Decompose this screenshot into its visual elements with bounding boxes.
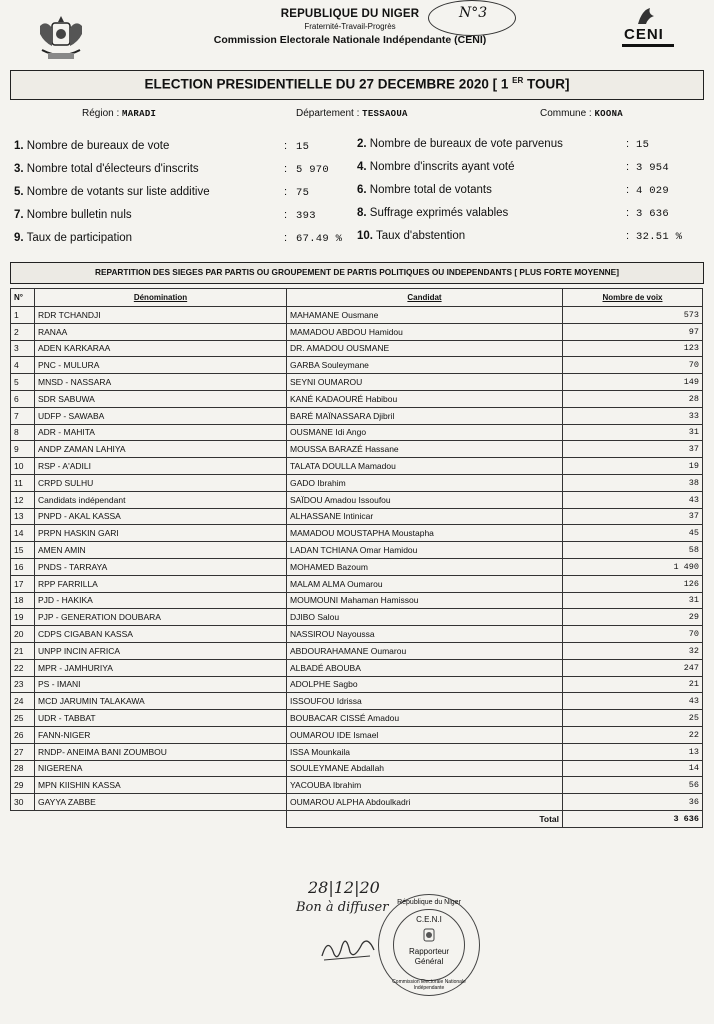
- candidate-name: NASSIROU Nayoussa: [287, 626, 563, 643]
- party-name: CDPS CIGABAN KASSA: [35, 626, 287, 643]
- handwritten-note: Bon à diffuser: [296, 900, 389, 915]
- stat-value: 67.49 %: [296, 233, 343, 245]
- ceni-logo-bar: [622, 44, 674, 47]
- party-name: MNSD - NASSARA: [35, 374, 287, 391]
- table-row: [11, 693, 703, 710]
- stat-label: 5. Nombre de votants sur liste additive: [14, 186, 210, 198]
- party-name: AMEN AMIN: [35, 542, 287, 559]
- candidate-name: DR. AMADOU OUSMANE: [287, 340, 563, 357]
- stamp-role-1: Rapporteur: [408, 947, 450, 956]
- republic-name: REPUBLIQUE DU NIGER: [280, 8, 420, 20]
- stamp-ring-text: République du Niger: [397, 899, 461, 906]
- candidate-name: OUSMANE Idi Ango: [287, 424, 563, 441]
- party-name: ADEN KARKARAA: [35, 340, 287, 357]
- candidate-name: MAHAMANE Ousmane: [287, 307, 563, 324]
- vote-count: 37: [563, 508, 703, 525]
- candidate-name: SAÏDOU Amadou Issoufou: [287, 491, 563, 508]
- table-row: [11, 525, 703, 542]
- row-number: 5: [11, 374, 35, 391]
- election-title-box: [10, 70, 704, 100]
- row-number: 2: [11, 323, 35, 340]
- table-row: [11, 642, 703, 659]
- vote-count: 247: [563, 659, 703, 676]
- table-row: [11, 307, 703, 324]
- vote-count: 31: [563, 592, 703, 609]
- table-row: [11, 340, 703, 357]
- candidate-name: MALAM ALMA Oumarou: [287, 575, 563, 592]
- candidate-name: MOUSSA BARAZÉ Hassane: [287, 441, 563, 458]
- row-number: 20: [11, 626, 35, 643]
- table-row: [11, 743, 703, 760]
- total-empty: [35, 810, 287, 827]
- table-row: [11, 609, 703, 626]
- row-number: 25: [11, 710, 35, 727]
- table-row: [11, 592, 703, 609]
- row-number: 3: [11, 340, 35, 357]
- candidate-name: ALBADÉ ABOUBA: [287, 659, 563, 676]
- vote-count: 43: [563, 693, 703, 710]
- national-seal-icon: [34, 12, 88, 64]
- vote-count: 36: [563, 794, 703, 811]
- vote-count: 31: [563, 424, 703, 441]
- candidate-name: SOULEYMANE Abdallah: [287, 760, 563, 777]
- table-row: [11, 323, 703, 340]
- row-number: 12: [11, 491, 35, 508]
- table-row: [11, 777, 703, 794]
- stat-colon: :: [284, 232, 288, 244]
- row-number: 7: [11, 407, 35, 424]
- party-name: SDR SABUWA: [35, 390, 287, 407]
- vote-count: 37: [563, 441, 703, 458]
- candidate-name: MAMADOU MOUSTAPHA Moustapha: [287, 525, 563, 542]
- party-name: RANAA: [35, 323, 287, 340]
- row-number: 27: [11, 743, 35, 760]
- results-table: [10, 288, 703, 828]
- row-number: 28: [11, 760, 35, 777]
- candidate-name: BARÉ MAÏNASSARA Djibril: [287, 407, 563, 424]
- col-header-votes: Nombre de voix: [563, 289, 703, 307]
- vote-count: 28: [563, 390, 703, 407]
- vote-count: 22: [563, 726, 703, 743]
- candidate-name: MAMADOU ABDOU Hamidou: [287, 323, 563, 340]
- party-name: Candidats indépendant: [35, 491, 287, 508]
- stat-colon: :: [284, 163, 288, 175]
- table-header-row: [11, 289, 703, 307]
- party-name: RPP FARRILLA: [35, 575, 287, 592]
- region-value: MARADI: [122, 109, 157, 119]
- party-name: UDFP - SAWABA: [35, 407, 287, 424]
- col-header-number: N°: [11, 289, 35, 307]
- stat-label: 7. Nombre bulletin nuls: [14, 209, 132, 221]
- candidate-name: ALHASSANE Intinicar: [287, 508, 563, 525]
- table-row: [11, 357, 703, 374]
- stamp-ceni: C.E.N.I: [416, 915, 442, 924]
- table-row: [11, 542, 703, 559]
- stamp-bottom-text: Commission Electorale Nationale Indépendante: [392, 979, 466, 991]
- stat-colon: :: [626, 207, 630, 219]
- candidate-name: OUMAROU ALPHA Abdoulkadri: [287, 794, 563, 811]
- party-name: ADR - MAHITA: [35, 424, 287, 441]
- repartition-title-box: [10, 262, 704, 284]
- commune-field: Commune : KOONA: [540, 108, 623, 119]
- stat-label: 6. Nombre total de votants: [357, 184, 492, 196]
- col-header-candidate: Candidat: [287, 289, 563, 307]
- stat-colon: :: [626, 184, 630, 196]
- stat-value: 4 029: [636, 185, 670, 197]
- vote-count: 1 490: [563, 558, 703, 575]
- stat-label: 9. Taux de participation: [14, 232, 133, 244]
- vote-count: 25: [563, 710, 703, 727]
- candidate-name: ADOLPHE Sagbo: [287, 676, 563, 693]
- stat-value: 3 954: [636, 162, 670, 174]
- row-number: 6: [11, 390, 35, 407]
- vote-count: 58: [563, 542, 703, 559]
- party-name: NIGERENA: [35, 760, 287, 777]
- party-name: UNPP INCIN AFRICA: [35, 642, 287, 659]
- vote-count: 13: [563, 743, 703, 760]
- row-number: 30: [11, 794, 35, 811]
- table-row: [11, 794, 703, 811]
- document-number: N°3: [459, 5, 488, 21]
- row-number: 16: [11, 558, 35, 575]
- party-name: RDR TCHANDJI: [35, 307, 287, 324]
- candidate-name: ABDOURAHAMANE Oumarou: [287, 642, 563, 659]
- ceni-logo-text: CENI: [624, 26, 664, 43]
- department-field: Département : TESSAOUA: [296, 108, 408, 119]
- table-row: [11, 390, 703, 407]
- party-name: GAYYA ZABBE: [35, 794, 287, 811]
- row-number: 4: [11, 357, 35, 374]
- department-value: TESSAOUA: [362, 109, 408, 119]
- stat-value: 5 970: [296, 164, 330, 176]
- vote-count: 32: [563, 642, 703, 659]
- party-name: ANDP ZAMAN LAHIYA: [35, 441, 287, 458]
- candidate-name: GADO Ibrahim: [287, 474, 563, 491]
- row-number: 19: [11, 609, 35, 626]
- national-motto: Fraternité-Travail-Progrès: [304, 22, 396, 31]
- stat-label: 1. Nombre de bureaux de vote: [14, 140, 170, 152]
- stat-colon: :: [626, 138, 630, 150]
- party-name: RNDP- ANEIMA BANI ZOUMBOU: [35, 743, 287, 760]
- stat-colon: :: [626, 161, 630, 173]
- ceni-logo: [618, 6, 678, 50]
- table-row: [11, 458, 703, 475]
- total-label: Total: [287, 810, 563, 827]
- row-number: 15: [11, 542, 35, 559]
- row-number: 13: [11, 508, 35, 525]
- party-name: RSP - A'ADILI: [35, 458, 287, 475]
- vote-count: 33: [563, 407, 703, 424]
- party-name: MCD JARUMIN TALAKAWA: [35, 693, 287, 710]
- ceni-bird-icon: [634, 6, 658, 26]
- table-row: [11, 508, 703, 525]
- candidate-name: SEYNI OUMAROU: [287, 374, 563, 391]
- table-row: [11, 760, 703, 777]
- stat-colon: :: [284, 209, 288, 221]
- stat-colon: :: [626, 230, 630, 242]
- candidate-name: MOUMOUNI Mahaman Hamissou: [287, 592, 563, 609]
- candidate-name: BOUBACAR CISSÉ Amadou: [287, 710, 563, 727]
- official-round-stamp: [378, 894, 480, 996]
- table-row: [11, 491, 703, 508]
- col-header-denomination: Dénomination: [35, 289, 287, 307]
- party-name: PJP - GENERATION DOUBARA: [35, 609, 287, 626]
- table-row: [11, 626, 703, 643]
- vote-count: 43: [563, 491, 703, 508]
- repartition-title: REPARTITION DES SIEGES PAR PARTIS OU GROUPEMENT DE PARTIS POLITIQUES OU INDEPENDANTS [ PLUS FORTE MOYENNE]: [95, 267, 619, 277]
- stat-value: 393: [296, 210, 316, 222]
- candidate-name: ISSA Mounkaila: [287, 743, 563, 760]
- table-row: [11, 374, 703, 391]
- stat-label: 8. Suffrage exprimés valables: [357, 207, 509, 219]
- stat-label: 3. Nombre total d'électeurs d'inscrits: [14, 163, 199, 175]
- candidate-name: LADAN TCHIANA Omar Hamidou: [287, 542, 563, 559]
- stamp-role-2: Général: [414, 957, 444, 966]
- row-number: 1: [11, 307, 35, 324]
- signature-icon: [318, 926, 378, 966]
- handwritten-date: 28|12|20: [308, 878, 380, 897]
- row-number: 29: [11, 777, 35, 794]
- table-row: [11, 710, 703, 727]
- party-name: PS - IMANI: [35, 676, 287, 693]
- vote-count: 70: [563, 626, 703, 643]
- party-name: PNDS - TARRAYA: [35, 558, 287, 575]
- row-number: 24: [11, 693, 35, 710]
- table-row: [11, 558, 703, 575]
- row-number: 23: [11, 676, 35, 693]
- region-field: Région : MARADI: [82, 108, 157, 119]
- vote-count: 123: [563, 340, 703, 357]
- stat-colon: :: [284, 140, 288, 152]
- stat-value: 15: [296, 141, 310, 153]
- vote-count: 19: [563, 458, 703, 475]
- table-row: [11, 474, 703, 491]
- stamp-emblem-icon: [419, 927, 439, 945]
- table-row: [11, 575, 703, 592]
- party-name: MPN KIISHIN KASSA: [35, 777, 287, 794]
- candidate-name: GARBA Souleymane: [287, 357, 563, 374]
- stat-label: 4. Nombre d'inscrits ayant voté: [357, 161, 515, 173]
- row-number: 10: [11, 458, 35, 475]
- candidate-name: ISSOUFOU Idrissa: [287, 693, 563, 710]
- stat-colon: :: [284, 186, 288, 198]
- total-empty: [11, 810, 35, 827]
- commune-value: KOONA: [594, 109, 623, 119]
- row-number: 9: [11, 441, 35, 458]
- table-row: [11, 659, 703, 676]
- vote-count: 14: [563, 760, 703, 777]
- row-number: 14: [11, 525, 35, 542]
- stat-value: 75: [296, 187, 310, 199]
- election-title: ELECTION PRESIDENTIELLE DU 27 DECEMBRE 2020 [ 1 $^{ER}$ TOUR]: [144, 76, 570, 92]
- candidate-name: TALATA DOULLA Mamadou: [287, 458, 563, 475]
- table-row: [11, 676, 703, 693]
- party-name: MPR - JAMHURIYA: [35, 659, 287, 676]
- party-name: PNC - MULURA: [35, 357, 287, 374]
- row-number: 26: [11, 726, 35, 743]
- candidate-name: MOHAMED Bazoum: [287, 558, 563, 575]
- total-value: 3 636: [563, 810, 703, 827]
- row-number: 18: [11, 592, 35, 609]
- stat-value: 3 636: [636, 208, 670, 220]
- candidate-name: YACOUBA Ibrahim: [287, 777, 563, 794]
- row-number: 11: [11, 474, 35, 491]
- table-row: [11, 424, 703, 441]
- vote-count: 29: [563, 609, 703, 626]
- stat-value: 15: [636, 139, 650, 151]
- party-name: FANN-NIGER: [35, 726, 287, 743]
- vote-count: 149: [563, 374, 703, 391]
- party-name: CRPD SULHU: [35, 474, 287, 491]
- candidate-name: OUMAROU IDE Ismael: [287, 726, 563, 743]
- vote-count: 97: [563, 323, 703, 340]
- party-name: PNPD - AKAL KASSA: [35, 508, 287, 525]
- vote-count: 56: [563, 777, 703, 794]
- table-row: [11, 407, 703, 424]
- party-name: PJD - HAKIKA: [35, 592, 287, 609]
- document-number-mark: [428, 0, 516, 36]
- row-number: 8: [11, 424, 35, 441]
- total-row: [11, 810, 703, 827]
- vote-count: 45: [563, 525, 703, 542]
- party-name: PRPN HASKIN GARI: [35, 525, 287, 542]
- table-row: [11, 441, 703, 458]
- commission-name: Commission Electorale Nationale Indépendante (CENI): [213, 34, 487, 46]
- candidate-name: KANÉ KADAOURÉ Habibou: [287, 390, 563, 407]
- candidate-name: DJIBO Salou: [287, 609, 563, 626]
- stat-label: 2. Nombre de bureaux de vote parvenus: [357, 138, 563, 150]
- party-name: UDR - TABBAT: [35, 710, 287, 727]
- row-number: 17: [11, 575, 35, 592]
- vote-count: 21: [563, 676, 703, 693]
- row-number: 22: [11, 659, 35, 676]
- stat-label: 10. Taux d'abstention: [357, 230, 466, 242]
- vote-count: 38: [563, 474, 703, 491]
- stat-value: 32.51 %: [636, 231, 683, 243]
- vote-count: 573: [563, 307, 703, 324]
- vote-count: 70: [563, 357, 703, 374]
- row-number: 21: [11, 642, 35, 659]
- vote-count: 126: [563, 575, 703, 592]
- table-row: [11, 726, 703, 743]
